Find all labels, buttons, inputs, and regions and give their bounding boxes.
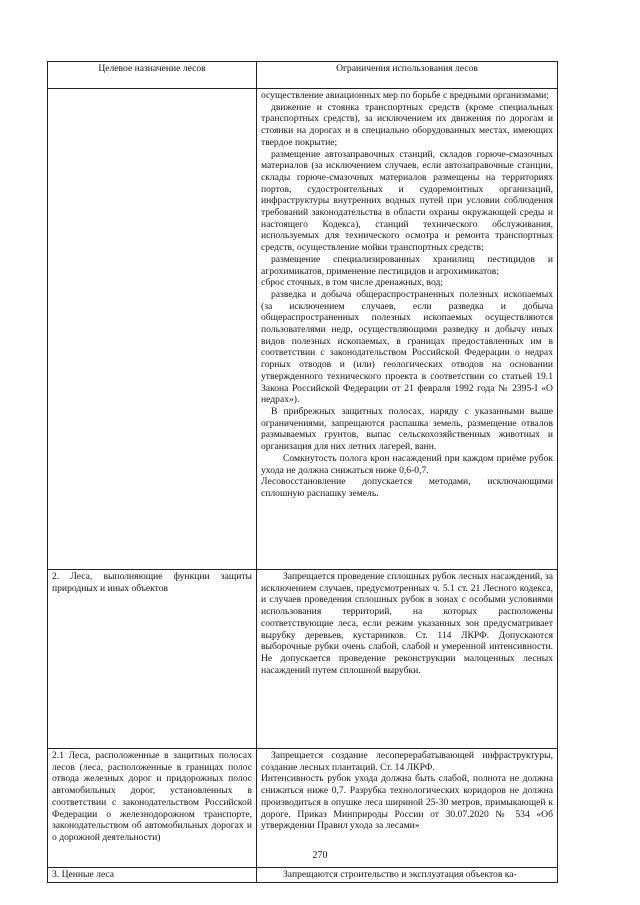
row2-restrictions bbox=[257, 570, 558, 749]
table-row bbox=[48, 570, 558, 749]
restriction-paragraph: В прибрежных защитных полосах, наряду с указанными выше ограничениями, запрещаются распашка земель, размещение отвалов размываемых грунтов, выпас сельскохозяйственных животных и организация для них летних лагерей, ванн. bbox=[261, 405, 553, 453]
row3-purpose: 2.1 Леса, расположенные в защитных полосах лесов (леса, расположенные в границах полос отвода железных дорог и придорожных полос автомобильных дорог, установленных в соответствии с законодательством Российской Федерации о железнодорожном транспорте, законодательством об автомобильных дорогах и о дорожной деятельности) bbox=[48, 749, 257, 868]
row4-purpose: 3. Ценные леса bbox=[48, 868, 257, 883]
restriction-paragraph: Сомкнутость полога крон насаждений при каждом приёме рубок ухода не должна снижаться ниже 0,6-0,7. bbox=[261, 452, 553, 476]
row1-purpose bbox=[48, 89, 257, 570]
restriction-paragraph: движение и стоянка транспортных средств (кроме специальных транспортных средств), за исключением их движения по дорогам и стоянки на дорогах и в специально оборудованных местах, имеющих твердое покрытие; bbox=[261, 101, 553, 148]
header-restrictions: Ограничения использования лесов bbox=[257, 62, 558, 89]
table-row bbox=[48, 89, 558, 570]
restriction-paragraph: размещение специализированных хранилищ пестицидов и агрохимикатов, применение пестицидов и агрохимикатов; bbox=[261, 253, 553, 277]
row1-restrictions bbox=[257, 89, 558, 570]
page-number: 270 bbox=[312, 850, 328, 861]
row2-purpose: 2. Леса, выполняющие функции защиты природных и иных объектов bbox=[48, 570, 257, 749]
table-header-row bbox=[48, 62, 558, 89]
header-purpose: Целевое назначение лесов bbox=[48, 62, 257, 89]
restriction-paragraph: осуществление авиационных мер по борьбе с вредными организмами; bbox=[261, 90, 549, 101]
restriction-paragraph: Запрещаются строительство и эксплуатация объектов ка- bbox=[283, 869, 517, 880]
restriction-paragraph: Интенсивность рубок ухода должна быть слабой, полнота не должна снижаться ниже 0,7. Разрубка технологических коридоров не должна производиться в опушке леса шириной 25-30 метров, примыкающей к дороге. Приказ Минприроды России от 30.07.2020 № 534 «Об утверждении Правил ухода за лесами» bbox=[261, 773, 553, 832]
restriction-paragraph: Лесовосстановление допускается методами, исключающими сплошную распашку земель. bbox=[261, 476, 553, 499]
forest-restrictions-table bbox=[47, 61, 558, 883]
restriction-paragraph: сброс сточных, в том числе дренажных, вод; bbox=[261, 277, 444, 289]
table-row bbox=[48, 868, 558, 883]
restriction-paragraph: Запрещается проведение сплошных рубок лесных насаждений, за исключением случаев, предусмотренных ч. 5.1 ст. 21 Лесного кодекса, и случаев проведения сплошных рубок в зонах с особыми условиями использования территорий, на которых расположены соответствующие леса, если режим указанных зон предусматривает вырубку деревьев, кустарников. Ст. 114 ЛКРФ. Допускаются выборочные рубки очень слабой, слабой и умеренной интенсивности. Не допускается проведение реконструкции малоценных лесных насаждений путем сплошной вырубки. bbox=[261, 571, 553, 676]
restriction-paragraph: Запрещается создание лесоперерабатывающей инфраструктуры, создание лесных плантаций. Ст. 14 ЛКРФ. bbox=[261, 750, 553, 773]
row4-restrictions bbox=[257, 868, 558, 883]
restriction-paragraph: размещение автозаправочных станций, складов горюче-смазочных материалов (за исключением случаев, если автозаправочные станции, склады горюче-смазочных материалов размещены на территориях портов, судостроительных и судоремонтных организаций, инфраструктуры внутренних водных путей при условии соблюдения требований законодательства в области охраны окружающей среды и настоящего Кодекса), станций технического обслуживания, используемых для технического осмотра и ремонта транспортных средств, осуществление мойки транспортных средств; bbox=[261, 148, 553, 254]
restriction-paragraph: разведка и добыча общераспространенных полезных ископаемых (за исключением случаев, если разведка и добыча общераспространенных полезных ископаемых осуществляются пользователями недр, осуществляющими разведку и добычу иных видов полезных ископаемых, в границах предоставленных им в соответствии с законодательством Российской Федерации о недрах горных отводов и (или) геологических отводов на основании утвержденного технического проекта в соответствии со статьей 19.1 Закона Российской Федерации от 21 февраля 1992 года № 2395-I «О недрах»). bbox=[261, 288, 553, 406]
